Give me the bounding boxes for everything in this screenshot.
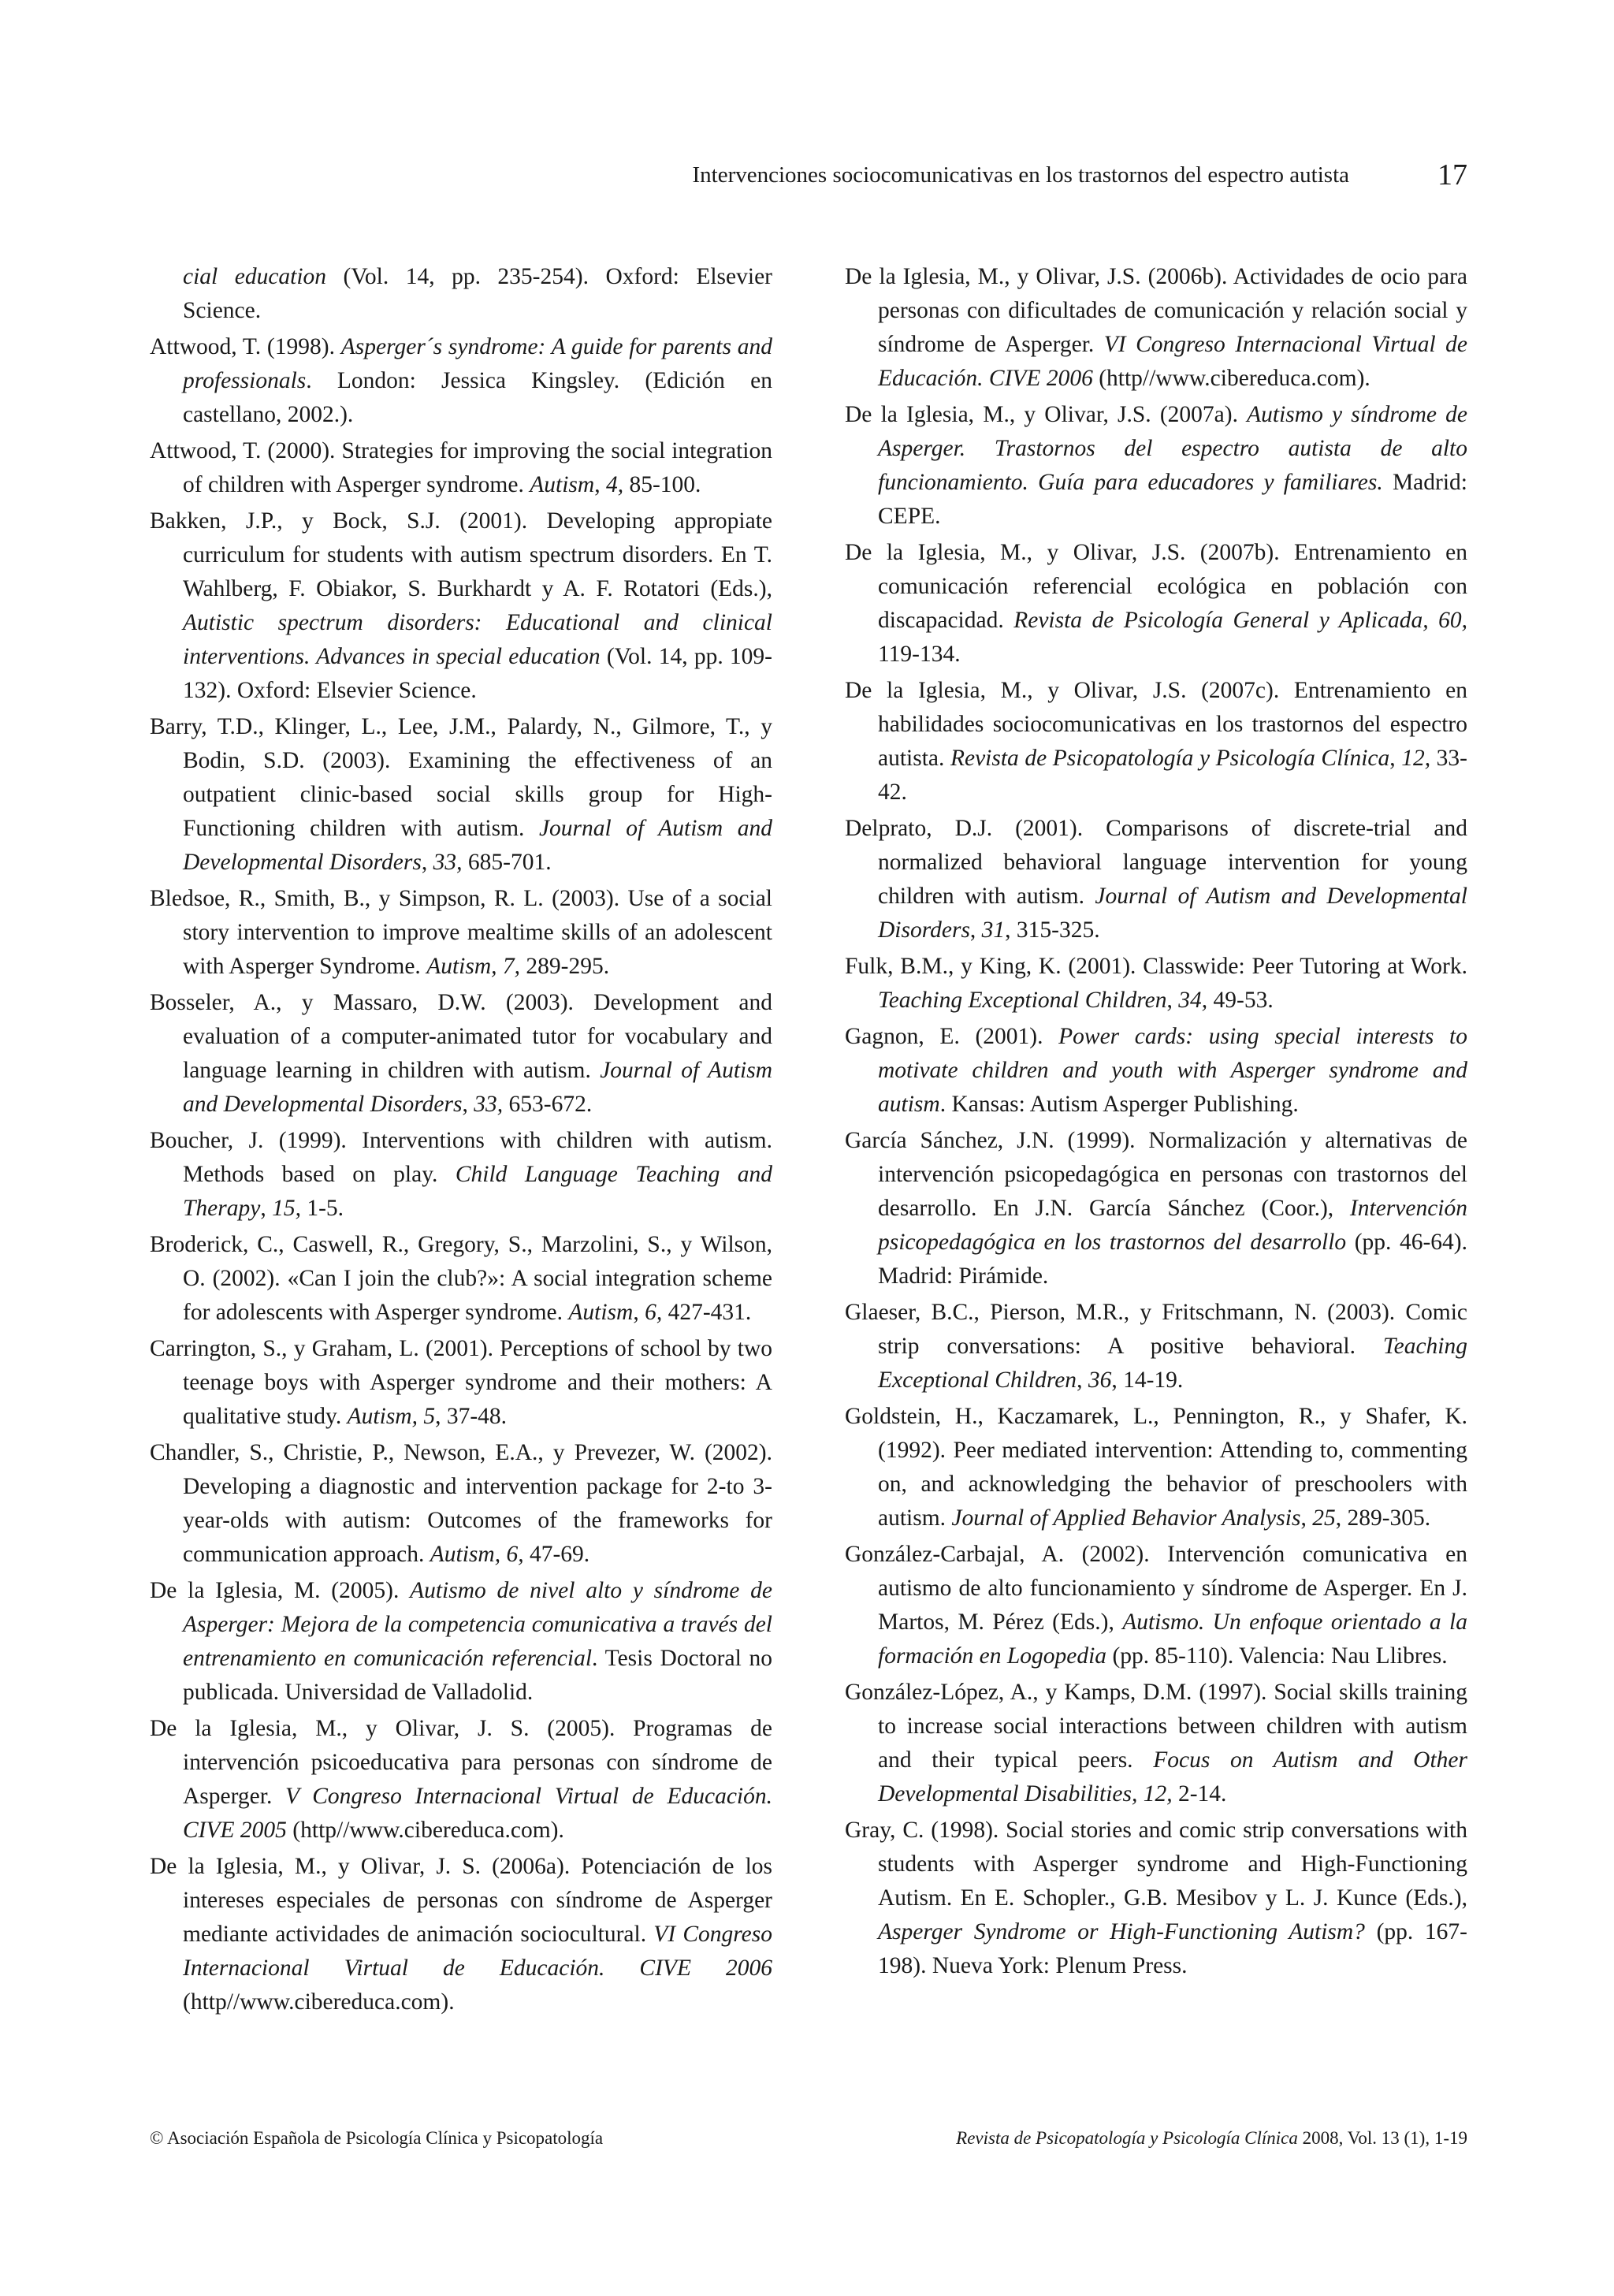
reference-entry (845, 950, 1467, 1018)
reference-text: Carrington, S., y Graham, L. (2001). Perceptions of school by two teenage boys with Asperger syndrome and their mothers: A qualitative study. (150, 1336, 772, 1429)
reference-text: 289-295. (520, 954, 610, 979)
reference-text: . London: Jessica Kingsley. (Edición en castellano, 2002.). (183, 368, 772, 427)
reference-entry (845, 812, 1467, 947)
reference-entry (150, 1332, 772, 1434)
reference-italic-text: Autism (530, 472, 595, 497)
reference-entry (150, 1436, 772, 1572)
reference-entry (150, 1712, 772, 1848)
reference-text: De la Iglesia, M., y Olivar, J.S. (2007b). Entrenamiento en comunicación referencial ecológica en población con discapacidad. (845, 540, 1467, 633)
reference-text: (pp. 167-198). Nueva York: Plenum Press. (878, 1919, 1467, 1978)
reference-italic-text: Autism (568, 1300, 634, 1325)
reference-italic-text: Autistic spectrum disorders: Educational and clinical interventions. Advances in special education (183, 610, 772, 669)
reference-italic-text: 25 (1312, 1505, 1336, 1531)
reference-italic-text: Autism, 6, (430, 1542, 524, 1567)
reference-italic-text: V Congreso Internacional Virtual de Educación. CIVE 2005 (183, 1784, 772, 1843)
reference-italic-text: Journal of Autism and Developmental Disorders (878, 884, 1468, 943)
reference-text: Gray, C. (1998). Social stories and comic strip conversations with students with Asperger syndrome and High-Functioning Autism. En E. Schopler., G.B. Mesibov y L. J. Kunce (Eds.), (845, 1818, 1467, 1911)
reference-italic-text: Intervención psicopedagógica en los trastornos del desarrollo (878, 1196, 1467, 1255)
journal-name: Revista de Psicopatología y Psicología Clínica (956, 2128, 1298, 2148)
reference-text: , (260, 1196, 273, 1221)
reference-text: Attwood, T. (1998). (150, 334, 341, 359)
reference-text: Chandler, S., Christie, P., Newson, E.A., y Prevezer, W. (2002). Developing a diagnostic and intervention package for 2-to 3-year-olds with autism: Outcomes of the frameworks for communication approach. (150, 1440, 772, 1567)
reference-text: 653-672. (503, 1092, 593, 1117)
reference-italic-text: 31 (981, 917, 1006, 943)
reference-italic-text: Journal of Applied Behavior Analysis (951, 1505, 1301, 1531)
reference-italic-text: 12, (1401, 746, 1431, 771)
journal-citation (956, 2128, 1467, 2149)
reference-text: 33-42. (878, 746, 1468, 805)
reference-text: . Kansas: Autism Asperger Publishing. (939, 1092, 1299, 1117)
reference-text: De la Iglesia, M., y Olivar, J.S. (2007c). Entrenamiento en habilidades sociocomunicativas en los trastornos del espectro autista. (845, 678, 1467, 771)
reference-italic-text: 33, (474, 1092, 504, 1117)
reference-text: De la Iglesia, M., y Olivar, J. S. (2005). Programas de intervención psicoeducativa para personas con síndrome de Asperger. (150, 1716, 772, 1809)
reference-italic-text: Focus on Autism and Other Developmental Disabilities, 12, (878, 1747, 1467, 1807)
reference-entry (845, 674, 1467, 809)
reference-text: 49-53. (1207, 988, 1274, 1013)
reference-text: Boucher, J. (1999). Interventions with children with autism. Methods based on play. (150, 1128, 772, 1187)
reference-text: , (633, 1300, 645, 1325)
reference-italic-text: Asperger Syndrome or High-Functioning Autism? (878, 1919, 1365, 1944)
reference-text: Bakken, J.P., y Bock, S.J. (2001). Developing appropiate curriculum for students with autism spectrum disorders. En T. Wahlberg, F. Obiakor, S. Burkhardt y A. F. Rotatori (Eds.), (150, 508, 772, 601)
reference-text: 685-701. (462, 850, 552, 875)
reference-entry (150, 986, 772, 1122)
reference-text: González-Carbajal, A. (2002). Intervención comunicativa en autismo de alto funcionamiento y síndrome de Asperger. En J. Martos, M. Pérez (Eds.), (845, 1542, 1467, 1635)
reference-text: González-López, A., y Kamps, D.M. (1997). Social skills training to increase social interactions between children with autism and their typical peers. (845, 1680, 1467, 1773)
reference-text: 1-5. (300, 1196, 344, 1221)
reference-text: De la Iglesia, M., y Olivar, J.S. (2006b). Actividades de ocio para personas con dificultades de comunicación y relación social y síndrome de Asperger. (845, 264, 1467, 357)
reference-text: , (421, 850, 433, 875)
journal-volume: 2008, Vol. 13 (1), 1-19 (1297, 2128, 1467, 2148)
reference-text: 427-431. (662, 1300, 752, 1325)
reference-italic-text: Journal of Autism and Developmental Disorders (183, 1058, 772, 1117)
reference-text: (http//www.cibereduca.com). (1092, 366, 1370, 391)
reference-text: Barry, T.D., Klinger, L., Lee, J.M., Palardy, N., Gilmore, T., y Bodin, S.D. (2003). Examining the effectiveness of an outpatient clinic-based social skills group for High-Functioning children with autism. (150, 714, 772, 841)
reference-entry (150, 1228, 772, 1330)
reference-text: , (1300, 1505, 1313, 1531)
reference-italic-text: Autism, 5 (347, 1404, 436, 1429)
reference-text: (http//www.cibereduca.com). (286, 1818, 564, 1843)
reference-text: . Tesis Doctoral no publicada. Universidad de Valladolid. (183, 1646, 772, 1705)
reference-text: Delprato, D.J. (2001). Comparisons of discrete-trial and normalized behavioral language intervention for young children with autism. (845, 816, 1467, 909)
reference-italic-text: 36 (1088, 1368, 1112, 1393)
reference-entry (845, 1400, 1467, 1535)
reference-italic-text: Autismo y síndrome de Asperger. Trastornos del espectro autista de alto funcionamiento. Guía para educadores y familiares. (878, 402, 1467, 495)
reference-entry (845, 398, 1467, 534)
reference-text: , (969, 917, 982, 943)
reference-entry (845, 536, 1467, 672)
reference-text: Bledsoe, R., Smith, B., y Simpson, R. L. (2003). Use of a social story intervention to improve mealtime skills of an adolescent with Asperger Syndrome. (150, 886, 772, 979)
reference-entry (150, 434, 772, 502)
reference-italic-text: 15, (272, 1196, 301, 1221)
reference-text: (pp. 46-64). Madrid: Pirámide. (878, 1230, 1467, 1289)
reference-entry (150, 1574, 772, 1710)
reference-italic-text: VI Congreso Internacional Virtual de Educación. CIVE 2006 (878, 332, 1467, 391)
reference-italic-text: Autismo de nivel alto y síndrome de Asperger: Mejora de la competencia comunicativa a través del entrenamiento en comunicación referencial (183, 1578, 772, 1671)
reference-text: , (462, 1092, 474, 1117)
reference-entry (150, 260, 772, 328)
reference-text: (Vol. 14, pp. 109-132). Oxford: Elsevier Science. (183, 644, 772, 703)
reference-entry (845, 1538, 1467, 1673)
reference-italic-text: Teaching Exceptional Children (878, 988, 1167, 1013)
copyright-notice: © Asociación Española de Psicología Clínica y Psicopatología (150, 2128, 604, 2148)
reference-entry (150, 710, 772, 880)
reference-text: Gagnon, E. (2001). (845, 1024, 1059, 1049)
reference-entry (845, 260, 1467, 396)
reference-text: , (594, 472, 606, 497)
reference-entry (150, 1124, 772, 1226)
reference-text: Goldstein, H., Kaczamarek, L., Pennington, R., y Shafer, K. (1992). Peer mediated intervention: Attending to, commenting on, and acknowledging the behavior of preschoolers with autism. (845, 1404, 1467, 1531)
reference-text: Fulk, B.M., y King, K. (2001). Classwide: Peer Tutoring at Work. (845, 954, 1467, 979)
reference-entry (845, 1020, 1467, 1122)
reference-italic-text: Asperger´s syndrome: A guide for parents and professionals (183, 334, 772, 393)
reference-text: De la Iglesia, M., y Olivar, J. S. (2006a). Potenciación de los intereses especiales de personas con síndrome de Asperger mediante actividades de animación sociocultural. (150, 1854, 772, 1947)
running-header (150, 158, 1467, 197)
reference-entry (845, 1296, 1467, 1397)
reference-italic-text: Autism, 7, (426, 954, 521, 979)
reference-italic-text: Revista de Psicología General y Aplicada, 60, (1013, 608, 1468, 633)
reference-text: Glaeser, B.C., Pierson, M.R., y Fritschmann, N. (2003). Comic strip conversations: A positive behavioral. (845, 1300, 1467, 1359)
reference-italic-text: 4, (605, 472, 624, 497)
reference-italic-text: 6, (645, 1300, 663, 1325)
reference-text: , 14-19. (1111, 1368, 1184, 1393)
reference-italic-text: 34, (1178, 988, 1208, 1013)
references-right-column (845, 260, 1467, 1985)
reference-text: , (1077, 1368, 1088, 1393)
reference-text: 85-100. (623, 472, 701, 497)
reference-text: De la Iglesia, M. (2005). (150, 1578, 411, 1603)
reference-text: (http//www.cibereduca.com). (183, 1989, 455, 2015)
references-left-column (150, 260, 772, 2022)
page-number: 17 (1437, 158, 1467, 192)
reference-text: , (1389, 746, 1402, 771)
reference-text: Bosseler, A., y Massaro, D.W. (2003). Development and evaluation of a computer-animated tutor for vocabulary and language learning in children with autism. (150, 990, 772, 1083)
reference-italic-text: VI Congreso Internacional Virtual de Educación. CIVE 2006 (183, 1922, 772, 1981)
reference-text: , 289-305. (1335, 1505, 1431, 1531)
reference-italic-text: Child Language Teaching and Therapy (183, 1162, 772, 1221)
reference-text: (pp. 85-110). Valencia: Nau Llibres. (1106, 1643, 1448, 1669)
reference-text: , (1166, 988, 1179, 1013)
reference-text: (Vol. 14, pp. 235-254). Oxford: Elsevier Science. (183, 264, 772, 323)
running-title: Intervenciones sociocomunicativas en los trastornos del espectro autista (692, 162, 1349, 188)
reference-entry (150, 882, 772, 984)
reference-italic-text: Autismo. Un enfoque orientado a la formación en Logopedia (878, 1609, 1468, 1669)
reference-text: 2-14. (1172, 1781, 1227, 1807)
reference-italic-text: 33, (433, 850, 463, 875)
reference-entry (845, 1814, 1467, 1983)
reference-text: 47-69. (523, 1542, 590, 1567)
reference-italic-text: Revista de Psicopatología y Psicología Clínica (950, 746, 1390, 771)
reference-entry (845, 1124, 1467, 1293)
reference-italic-text: Power cards: using special interests to motivate children and youth with Asperger syndrome and autism (878, 1024, 1467, 1117)
reference-text: 119-134. (878, 642, 961, 667)
reference-text: , 37-48. (435, 1404, 508, 1429)
reference-entry (150, 1850, 772, 2019)
reference-text: Attwood, T. (2000). Strategies for improving the social integration of children with Asperger syndrome. (150, 438, 772, 497)
reference-entry (845, 1676, 1467, 1811)
reference-text: De la Iglesia, M., y Olivar, J.S. (2007a). (845, 402, 1248, 427)
reference-italic-text: Journal of Autism and Developmental Disorders (183, 816, 772, 875)
reference-italic-text: cial education (183, 264, 327, 289)
reference-text: Madrid: CEPE. (878, 470, 1467, 529)
reference-text: , 315-325. (1005, 917, 1100, 943)
reference-entry (150, 330, 772, 432)
reference-text: Broderick, C., Caswell, R., Gregory, S., Marzolini, S., y Wilson, O. (2002). «Can I join the club?»: A social integration scheme for adolescents with Asperger syndrome. (150, 1232, 772, 1325)
reference-italic-text: Teaching Exceptional Children (878, 1334, 1467, 1393)
reference-entry (150, 504, 772, 708)
reference-text: García Sánchez, J.N. (1999). Normalización y alternativas de intervención psicopedagógica en personas con trastornos del desarrollo. En J.N. García Sánchez (Coor.), (845, 1128, 1467, 1221)
